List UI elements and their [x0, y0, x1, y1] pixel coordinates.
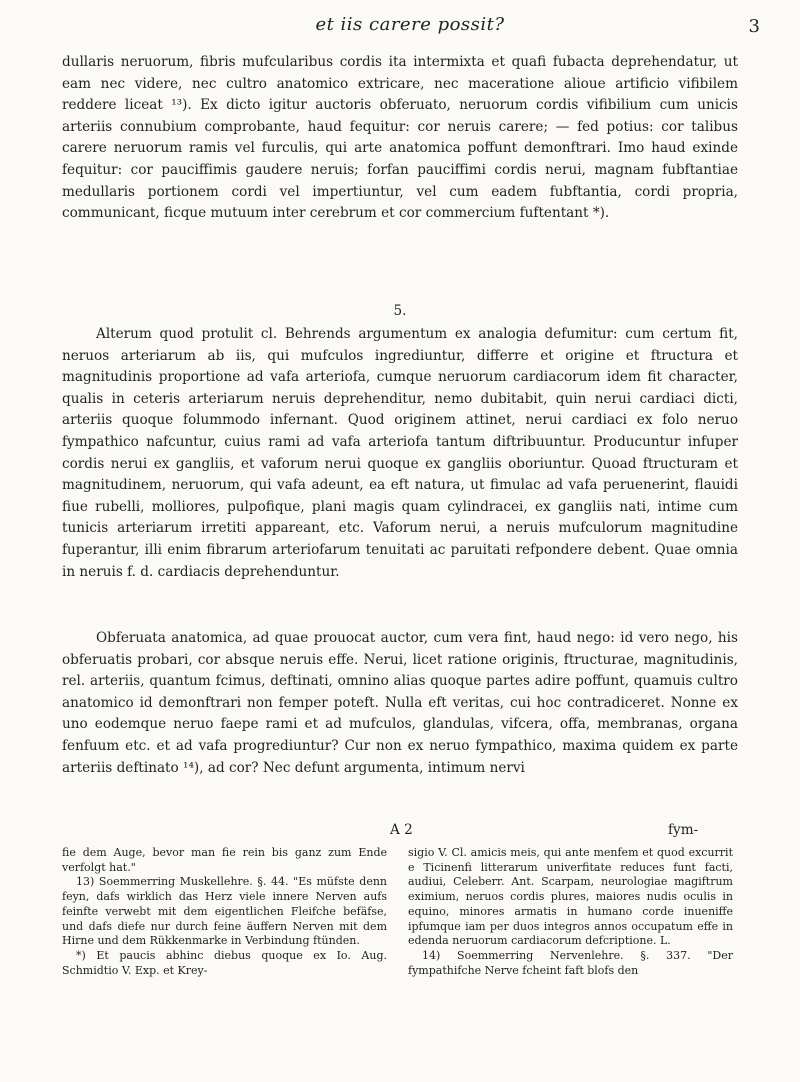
footnote: *) Et paucis abhinc diebus quoque ex Io. Aug. Schmidtio V. Exp. et Krey-: [62, 948, 387, 977]
running-head: et iis carere possit?: [315, 14, 505, 35]
footnotes-right-column: [408, 846, 733, 978]
signature-line: [0, 822, 800, 844]
paragraph-text: dullaris neruorum, fibris mufcularibus cordis ita intermixta et quafi fubacta deprehendatur, ut eam nec videre, nec cultro anatomico extricare, nec maceratione alioue artificio vifibilem reddere liceat ¹³). Ex dicto igitur auctoris obferuato, neruorum cordis vifibilium cum unicis arteriis connubium comprobante, haud fequitur: cor neruis carere; — fed potius: cor talibus carere neruorum ramis vel furculis, qui arte anatomica poffunt demonftrari. Imo haud exinde fequitur: cor pauciffimis gaudere neruis; forfan pauciffimi cordis nerui, magnam fubftantiae medullaris portionem cordi vel impertiuntur, vel cum eadem fubftantia, cordi propria, communicant, ficque mutuum inter cerebrum et cor commercium fuftentant *).: [62, 54, 738, 222]
footnotes-left-column: [62, 846, 387, 978]
section-number: 5.: [393, 303, 407, 319]
paragraph-continued: [62, 52, 738, 225]
page-number: 3: [748, 16, 760, 37]
footnote: 13) Soemmerring Muskellehre. §. 44. "Es müfste denn feyn, dafs wirklich das Herz viele innere Nerven aufs feinfte verwebt mit dem eigentlichen Fleifche befäfse, und dafs diefe nur durch feine äuffern Nerven mit dem Hirne und dem Rükkenmarke in Verbindung ftünden.: [62, 875, 387, 948]
paragraph-obseruata: [62, 628, 738, 779]
paragraph-text: Obferuata anatomica, ad quae prouocat auctor, cum vera fint, haud nego: id vero nego, his obferuatis probari, cor absque neruis effe. Nerui, licet ratione originis, ftructurae, magnitudinis, rel. arteriis, quantum fcimus, deftinati, omnino alias quoque partes adire poffunt, quamuis cultro anatomico id demonftrari non femper poteft. Nulla eft veritas, cui hoc contradiceret. Nonne ex uno eodemque neruo faepe rami et ad mufculos, glandulas, vifcera, offa, membranas, organa fenfuum etc. et ad vafa progrediuntur? Cur non ex neruo fympathico, maxima quidem ex parte arteriis deftinato ¹⁴), ad cor? Nec defunt argumenta, intimum nervi: [62, 630, 738, 776]
paragraph-text: Alterum quod protulit cl. Behrends argumentum ex analogia defumitur: cum certum fit, neruos arteriarum ab iis, qui mufculos ingrediuntur, differre et origine et ftructura et magnitudinis proportione ad vafa arteriofa, cumque neruorum cardiacorum idem fit character, qualis in ceteris arteriarum neruis deprehenditur, nemo dubitabit, quin nerui cardiaci dicti, arteriis quoque folummodo infernant. Quod originem attinet, nerui cardiaci ex folo neruo fympathico nafcuntur, cuius rami ad vafa arteriofa tantum diftribuuntur. Producuntur infuper cordis nerui ex gangliis, et vaforum nerui quoque ex gangliis oboriuntur. Quoad ftructuram et magnitudinem, neruorum, qui vafa adeunt, ea eft natura, ut fimulac ad vafa peruenerint, flauidi fiue rubelli, molliores, pulpofique, plani magis quam cylindracei, ex gangliis nati, intime cum tunicis arteriarum irretiti appareant, etc. Vaforum nerui, a neruis mufculorum magnitudine fuperantur, illi enim fibrarum arteriofarum tenuitati ac paruitati refpondere debent. Quae omnia in neruis f. d. cardiacis deprehenduntur.: [62, 326, 738, 580]
footnotes: [62, 846, 738, 1078]
footnote: fie dem Auge, bevor man fie rein bis ganz zum Ende verfolgt hat.": [62, 846, 387, 874]
signature-mark: A 2: [390, 822, 413, 838]
paragraph-alterum: [62, 324, 738, 583]
footnote: sigio V. Cl. amicis meis, qui ante menfem et quod excurrit e Ticinenfi litterarum univerfitate reduces funt facti, audiui, Celeberr. Ant. Scarpam, neurologiae magiftrum eximium, neruos cordis plures, maiores nudis oculis in equino, minores armatis in humano corde inueniffe ipfumque iam per duos integros annos occupatum effe in edenda neruorum cardiacorum defcriptione. L.: [408, 846, 733, 948]
catchword: fym-: [668, 822, 699, 838]
footnote: 14) Soemmerring Nervenlehre. §. 337. "Der fympathifche Nerve fcheint faft blofs den: [408, 948, 733, 977]
page-header: [60, 14, 760, 38]
